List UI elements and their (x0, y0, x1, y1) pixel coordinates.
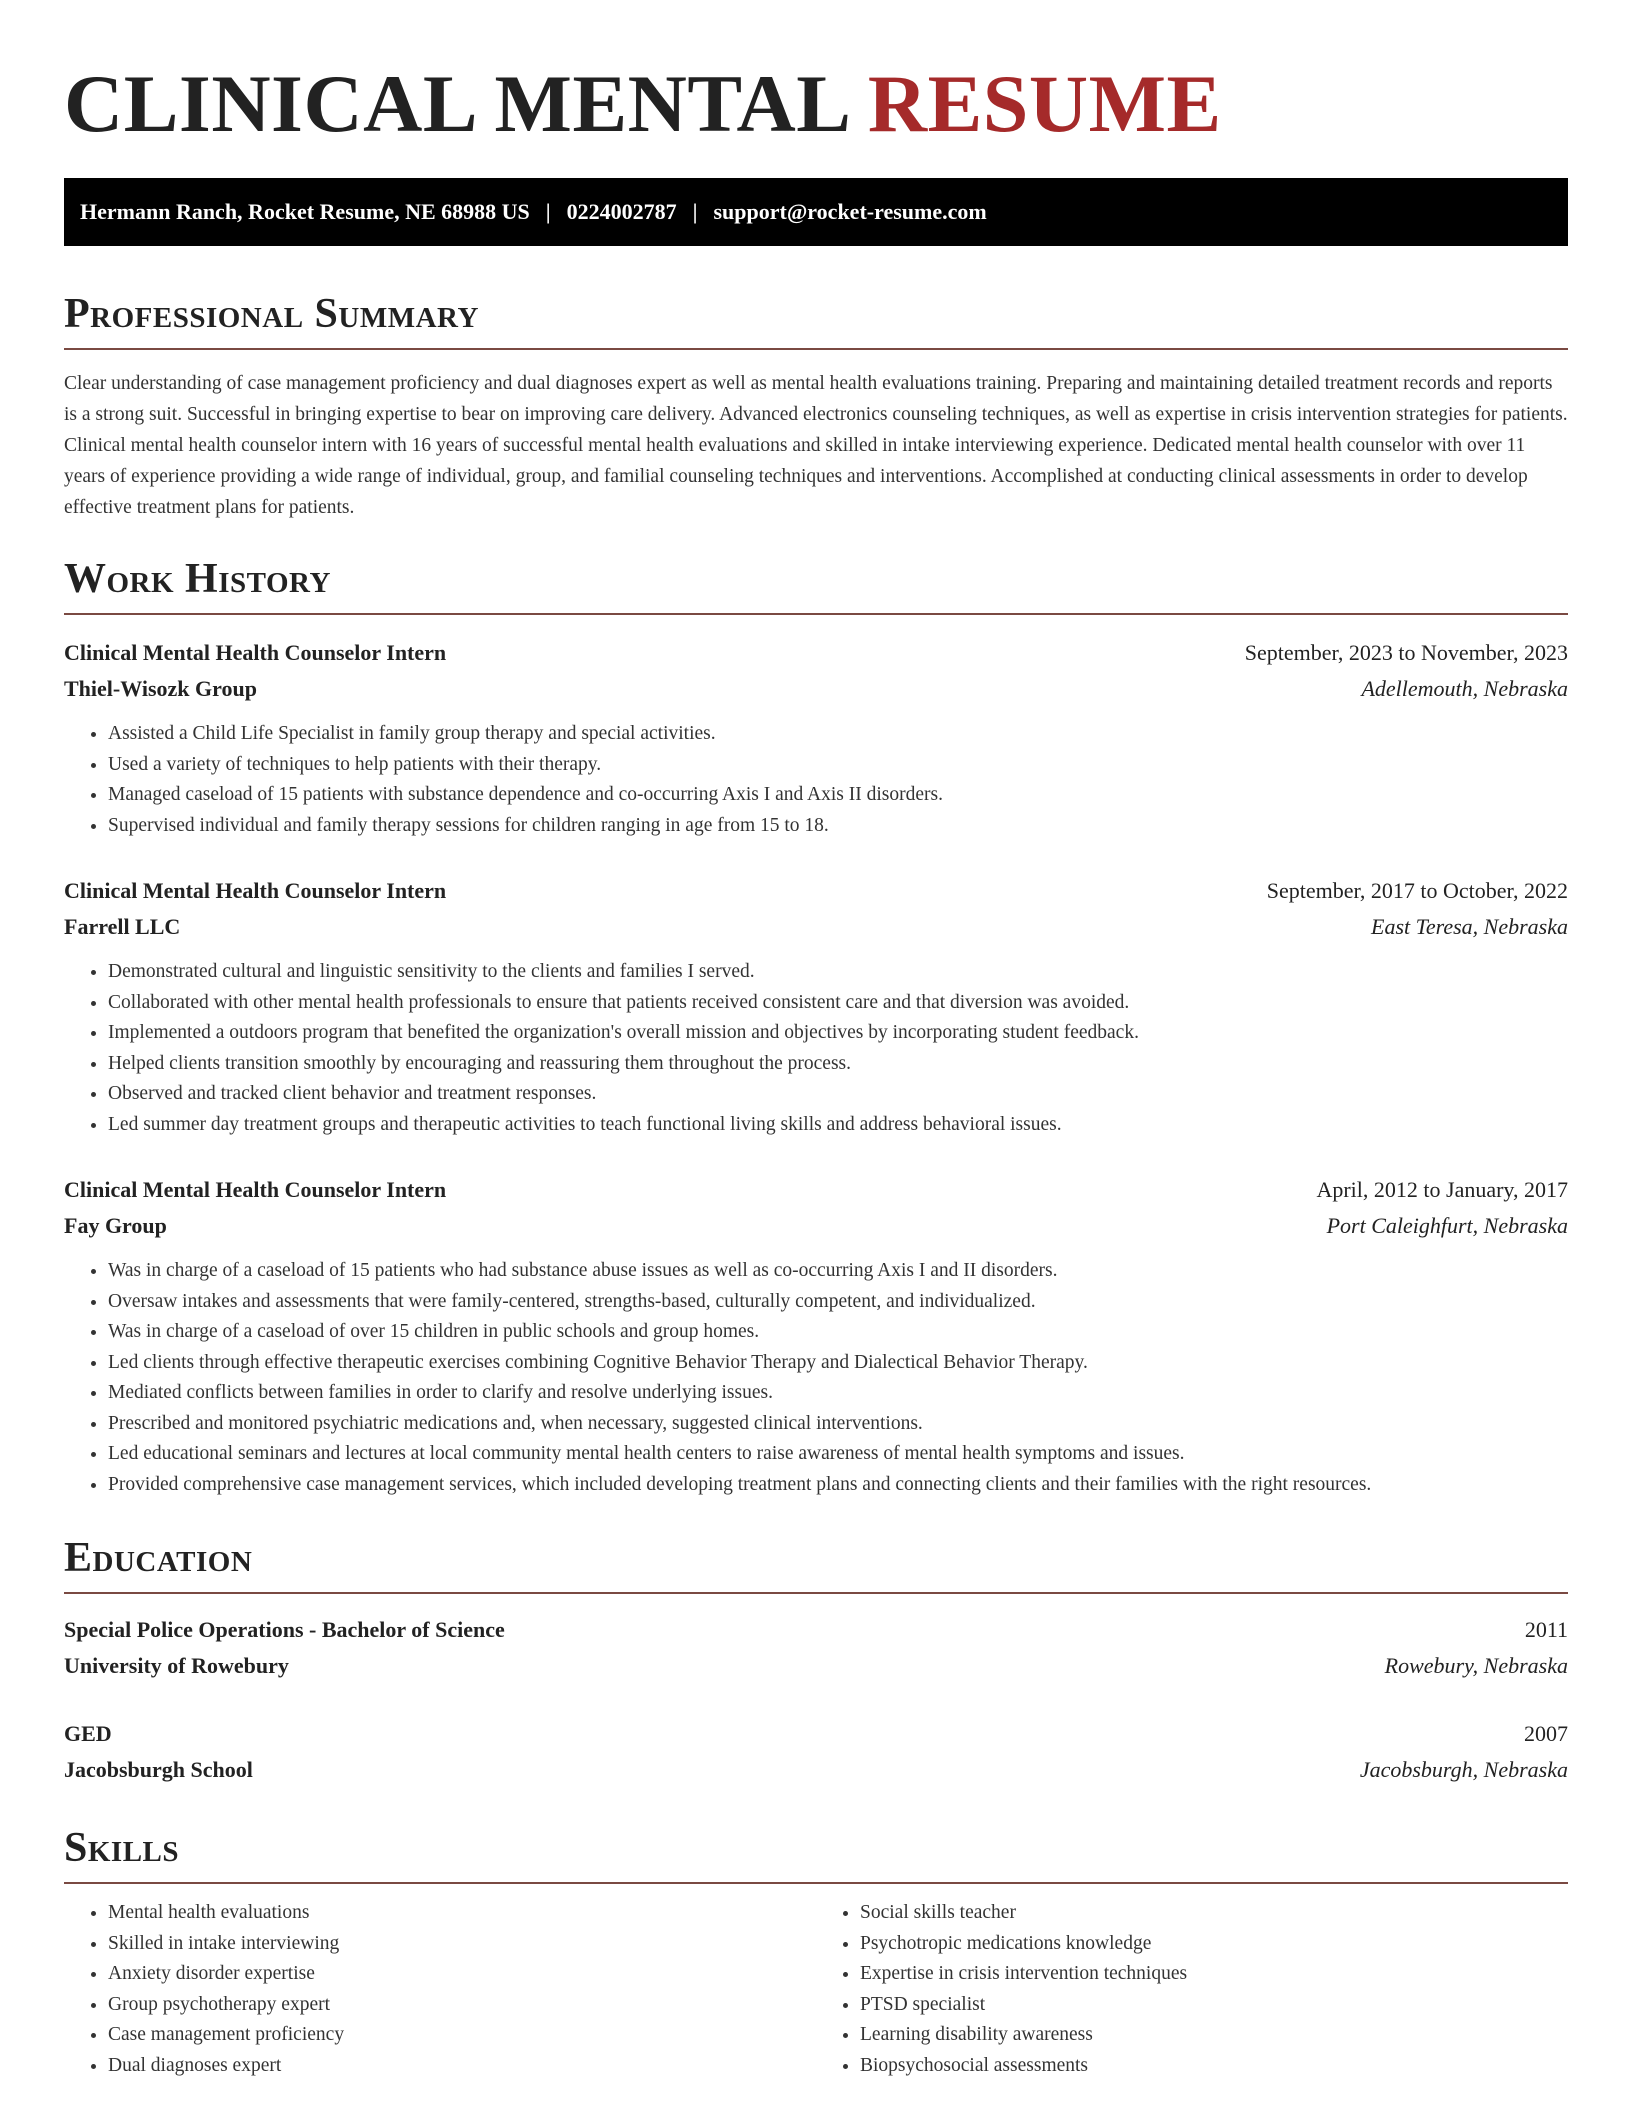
job-bullet: • Led summer day treatment groups and therapeutic activities to teach functional living skills and address behavioral issues. (108, 1110, 1568, 1141)
job-bullet: • Supervised individual and family therapy sessions for children ranging in age from 15 to 18. (108, 811, 1568, 842)
job-company-row (64, 1208, 1568, 1244)
skill-item: • Psychotropic medications knowledge (860, 1929, 1568, 1960)
job-bullet: • Provided comprehensive case management services, which included developing treatment plans and connecting clients and their families with the right resources. (108, 1470, 1568, 1501)
job-company: Farrell LLC (64, 914, 181, 939)
education-location: Jacobsburgh, Nebraska (1359, 1757, 1568, 1782)
education-year: 2007 (1524, 1721, 1568, 1746)
job-entry (64, 635, 1568, 841)
skill-item: • Mental health evaluations (108, 1898, 816, 1929)
job-title: Clinical Mental Health Counselor Intern (64, 878, 447, 903)
section-divider (64, 1882, 1568, 1884)
job-dates: September, 2017 to October, 2022 (1266, 878, 1568, 903)
resume-name (64, 0, 1568, 152)
job-bullet: • Was in charge of a caseload of over 15 children in public schools and group homes. (108, 1317, 1568, 1348)
contact-separator: | (545, 199, 551, 224)
skills-column-left (64, 1898, 816, 2081)
job-company: Thiel-Wisozk Group (64, 676, 257, 701)
job-entry (64, 873, 1568, 1140)
name-first: CLINICAL MENTAL (64, 58, 847, 149)
job-bullet: • Oversaw intakes and assessments that were family-centered, strengths-based, culturally competent, and individualized. (108, 1287, 1568, 1318)
section-divider (64, 1592, 1568, 1594)
contact-address: Hermann Ranch, Rocket Resume, NE 68988 US (80, 199, 530, 224)
job-location: Adellemouth, Nebraska (1361, 676, 1568, 701)
job-bullet: • Mediated conflicts between families in order to clarify and resolve underlying issues. (108, 1378, 1568, 1409)
job-header-row (64, 1172, 1568, 1208)
skill-item: • Learning disability awareness (860, 2020, 1568, 2051)
contact-bar (64, 178, 1568, 246)
section-divider (64, 613, 1568, 615)
job-dates: September, 2023 to November, 2023 (1244, 640, 1568, 665)
skill-item: • Biopsychosocial assessments (860, 2051, 1568, 2082)
job-bullet: • Collaborated with other mental health professionals to ensure that patients received consistent care and that diversion was avoided. (108, 988, 1568, 1019)
education-school-row (64, 1752, 1568, 1788)
skill-item: • Dual diagnoses expert (108, 2051, 816, 2082)
job-company-row (64, 909, 1568, 945)
job-bullet: • Observed and tracked client behavior and treatment responses. (108, 1079, 1568, 1110)
job-bullet: • Managed caseload of 15 patients with substance dependence and co-occurring Axis I and Axis II disorders. (108, 780, 1568, 811)
job-bullet: • Prescribed and monitored psychiatric medications and, when necessary, suggested clinical interventions. (108, 1409, 1568, 1440)
education-year: 2011 (1524, 1617, 1568, 1642)
section-title-work-history: Work History (64, 556, 331, 602)
education-location: Rowebury, Nebraska (1384, 1653, 1568, 1678)
job-title: Clinical Mental Health Counselor Intern (64, 640, 447, 665)
job-bullet: • Led clients through effective therapeutic exercises combining Cognitive Behavior Therapy and Dialectical Behavior Therapy. (108, 1348, 1568, 1379)
skills-section (64, 1820, 1568, 2081)
job-bullets (64, 1256, 1568, 1500)
skill-item: • Group psychotherapy expert (108, 1990, 816, 2021)
skill-item: • PTSD specialist (860, 1990, 1568, 2021)
contact-email[interactable]: support@rocket-resume.com (713, 199, 987, 224)
skills-grid (64, 1898, 1568, 2081)
summary-section (64, 286, 1568, 523)
education-degree-row (64, 1612, 1568, 1648)
education-section (64, 1530, 1568, 1788)
education-degree-row (64, 1716, 1568, 1752)
skill-item: • Skilled in intake interviewing (108, 1929, 816, 1960)
education-school-row (64, 1648, 1568, 1684)
job-entry (64, 1172, 1568, 1500)
section-title-skills: Skills (64, 1825, 180, 1871)
job-bullets (64, 719, 1568, 841)
education-school: University of Rowebury (64, 1653, 289, 1678)
skill-item: • Expertise in crisis intervention techniques (860, 1959, 1568, 1990)
job-bullet: • Used a variety of techniques to help patients with their therapy. (108, 750, 1568, 781)
job-company: Fay Group (64, 1213, 167, 1238)
job-bullet: • Implemented a outdoors program that benefited the organization's overall mission and objectives by incorporating student feedback. (108, 1018, 1568, 1049)
name-last: RESUME (867, 58, 1222, 149)
job-header-row (64, 873, 1568, 909)
job-bullet: • Led educational seminars and lectures at local community mental health centers to raise awareness of mental health symptoms and issues. (108, 1439, 1568, 1470)
contact-phone: 0224002787 (566, 199, 677, 224)
section-divider (64, 348, 1568, 350)
education-degree: Special Police Operations - Bachelor of Science (64, 1617, 505, 1642)
work-history-section (64, 551, 1568, 1500)
job-bullets (64, 957, 1568, 1140)
job-company-row (64, 671, 1568, 707)
job-bullet: • Was in charge of a caseload of 15 patients who had substance abuse issues as well as co-occurring Axis I and II disorders. (108, 1256, 1568, 1287)
education-degree: GED (64, 1721, 112, 1746)
education-entry (64, 1612, 1568, 1684)
job-location: Port Caleighfurt, Nebraska (1326, 1213, 1568, 1238)
job-location: East Teresa, Nebraska (1371, 914, 1568, 939)
job-bullet: • Helped clients transition smoothly by encouraging and reassuring them throughout the process. (108, 1049, 1568, 1080)
job-header-row (64, 635, 1568, 671)
contact-separator: | (692, 199, 698, 224)
section-title-education: Education (64, 1535, 253, 1581)
summary-text: Clear understanding of case management proficiency and dual diagnoses expert as well as mental health evaluations training. Preparing and maintaining detailed treatment records and reports is a strong suit. Successful in bringing expertise to bear on improving care delivery. Advanced electronics counseling techniques, as well as expertise in crisis intervention strategies for patients. Clinical mental health counselor intern with 16 years of successful mental health evaluations and skilled in intake interviewing experience. Dedicated mental health counselor with over 11 years of experience providing a wide range of individual, group, and familial counseling techniques and interventions. Accomplished at conducting clinical assessments in order to develop effective treatment plans for patients. (64, 373, 1568, 518)
education-school: Jacobsburgh School (64, 1757, 253, 1782)
skill-item: • Anxiety disorder expertise (108, 1959, 816, 1990)
skill-item: • Case management proficiency (108, 2020, 816, 2051)
section-title-summary: Professional Summary (64, 291, 479, 337)
job-bullet: • Demonstrated cultural and linguistic sensitivity to the clients and families I served. (108, 957, 1568, 988)
job-dates: April, 2012 to January, 2017 (1316, 1177, 1568, 1202)
skill-item: • Social skills teacher (860, 1898, 1568, 1929)
education-entry (64, 1716, 1568, 1788)
job-title: Clinical Mental Health Counselor Intern (64, 1177, 447, 1202)
job-bullet: • Assisted a Child Life Specialist in family group therapy and special activities. (108, 719, 1568, 750)
skills-column-right (816, 1898, 1568, 2081)
